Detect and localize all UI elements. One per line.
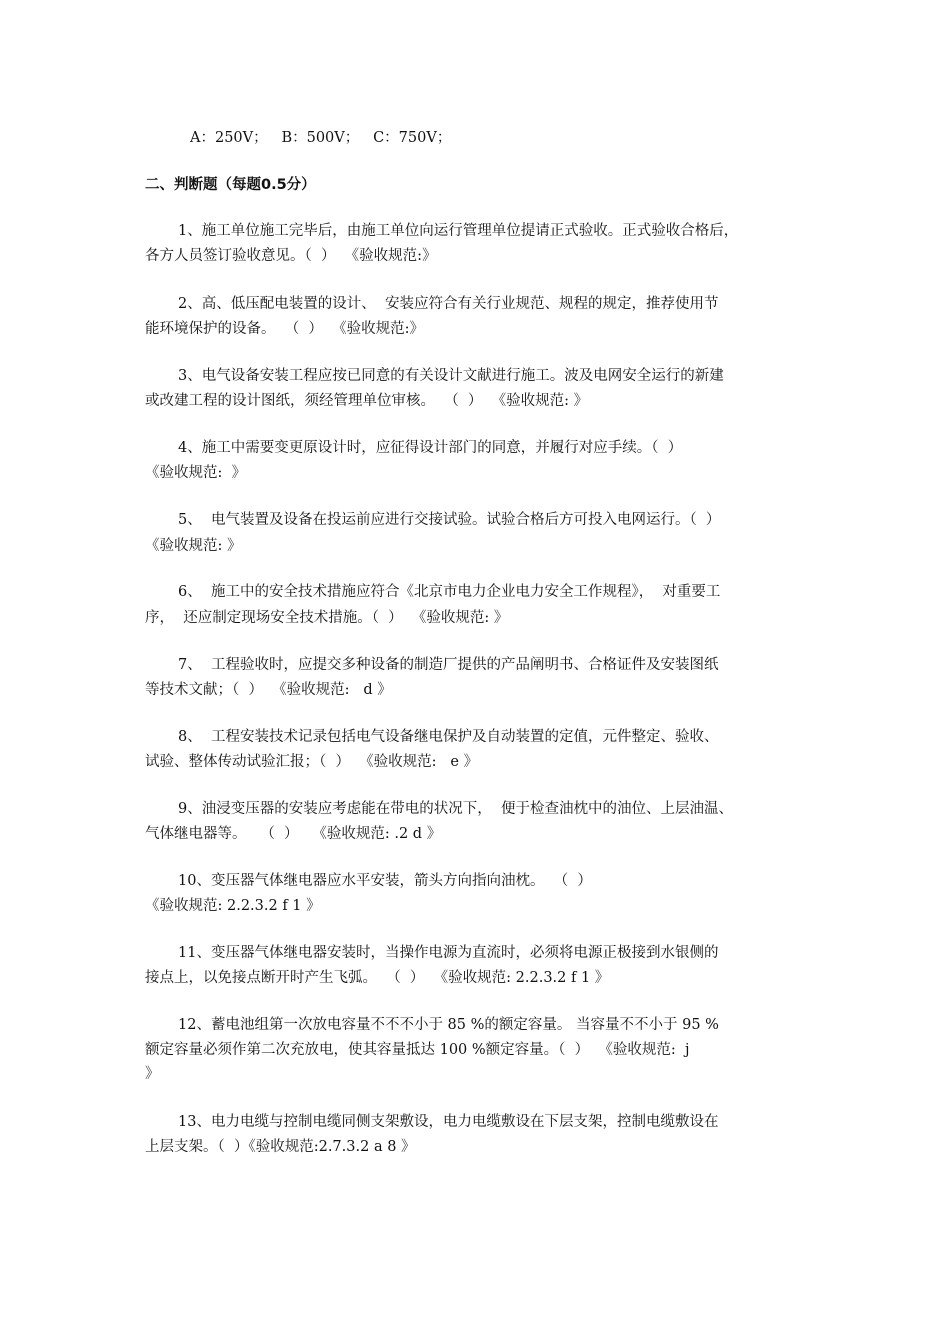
question-line: 10、变压器气体继电器应水平安装，箭头方向指向油枕。 （ ）: [178, 873, 592, 889]
question-line: 试验、整体传动试验汇报；（ ） 《验收规范: e 》: [145, 754, 479, 770]
question-line: 9、油浸变压器的安装应考虑能在带电的状况下， 便于检查油枕中的油位、上层油温、: [178, 801, 733, 817]
question-line: 2、高、低压配电装置的设计、 安装应符合有关行业规范、规程的规定，推荐使用节: [178, 296, 719, 312]
question-line: 4、施工中需要变更原设计时，应征得设计部门的同意，并履行对应手续。（ ）: [178, 440, 683, 456]
options-line: A：250V； B：500V； C：750V；: [190, 130, 452, 146]
section-heading: 二、判断题（每题0.5分）: [145, 177, 316, 193]
question-line: 3、电气设备安装工程应按已同意的有关设计文献进行施工。波及电网安全运行的新建: [178, 368, 724, 384]
question-line: 上层支架。（ ）《验收规范:2.7.3.2 a 8 》: [145, 1139, 416, 1155]
question-line: 等技术文献；（ ） 《验收规范: d 》: [145, 682, 392, 698]
question-line: 接点上，以免接点断开时产生飞弧。 （ ） 《验收规范: 2.2.3.2 f 1 》: [145, 970, 610, 986]
question-line: 《验收规范: 》: [145, 538, 242, 554]
question-line: 13、电力电缆与控制电缆同侧支架敷设，电力电缆敷设在下层支架，控制电缆敷设在: [178, 1114, 719, 1130]
question-line: 12、蓄电池组第一次放电容量不不不小于 85 %的额定容量。 当容量不不小于 95 %: [178, 1017, 719, 1033]
question-line: 气体继电器等。 （ ） 《验收规范: .2 d 》: [145, 826, 442, 842]
question-line: 能环境保护的设备。 （ ） 《验收规范:》: [145, 321, 425, 337]
question-line: 《验收规范: 2.2.3.2 f 1 》: [145, 898, 321, 914]
question-line: 额定容量必须作第二次充放电，使其容量抵达 100 %额定容量。（ ） 《验收规范: j: [145, 1042, 690, 1058]
question-line: 11、变压器气体继电器安装时，当操作电源为直流时，必须将电源正极接到水银侧的: [178, 945, 719, 961]
question-line: 8、 工程安装技术记录包括电气设备继电保护及自动装置的定值，元件整定、验收、: [178, 729, 719, 745]
question-line: 6、 施工中的安全技术措施应符合《北京市电力企业电力安全工作规程》， 对重要工: [178, 584, 721, 600]
question-line: 7、 工程验收时，应提交多种设备的制造厂提供的产品阐明书、合格证件及安装图纸: [178, 657, 719, 673]
question-line: 序， 还应制定现场安全技术措施。（ ） 《验收规范: 》: [145, 610, 509, 626]
question-line: 》: [145, 1066, 160, 1082]
question-line: 5、 电气装置及设备在投运前应进行交接试验。试验合格后方可投入电网运行。（ ）: [178, 512, 721, 528]
question-line: 或改建工程的设计图纸，须经管理单位审核。 （ ） 《验收规范: 》: [145, 393, 589, 409]
question-line: 《验收规范: 》: [145, 465, 247, 481]
question-line: 各方人员签订验收意见。（ ） 《验收规范:》: [145, 248, 437, 264]
question-line: 1、施工单位施工完毕后，由施工单位向运行管理单位提请正式验收。正式验收合格后，: [178, 223, 739, 239]
